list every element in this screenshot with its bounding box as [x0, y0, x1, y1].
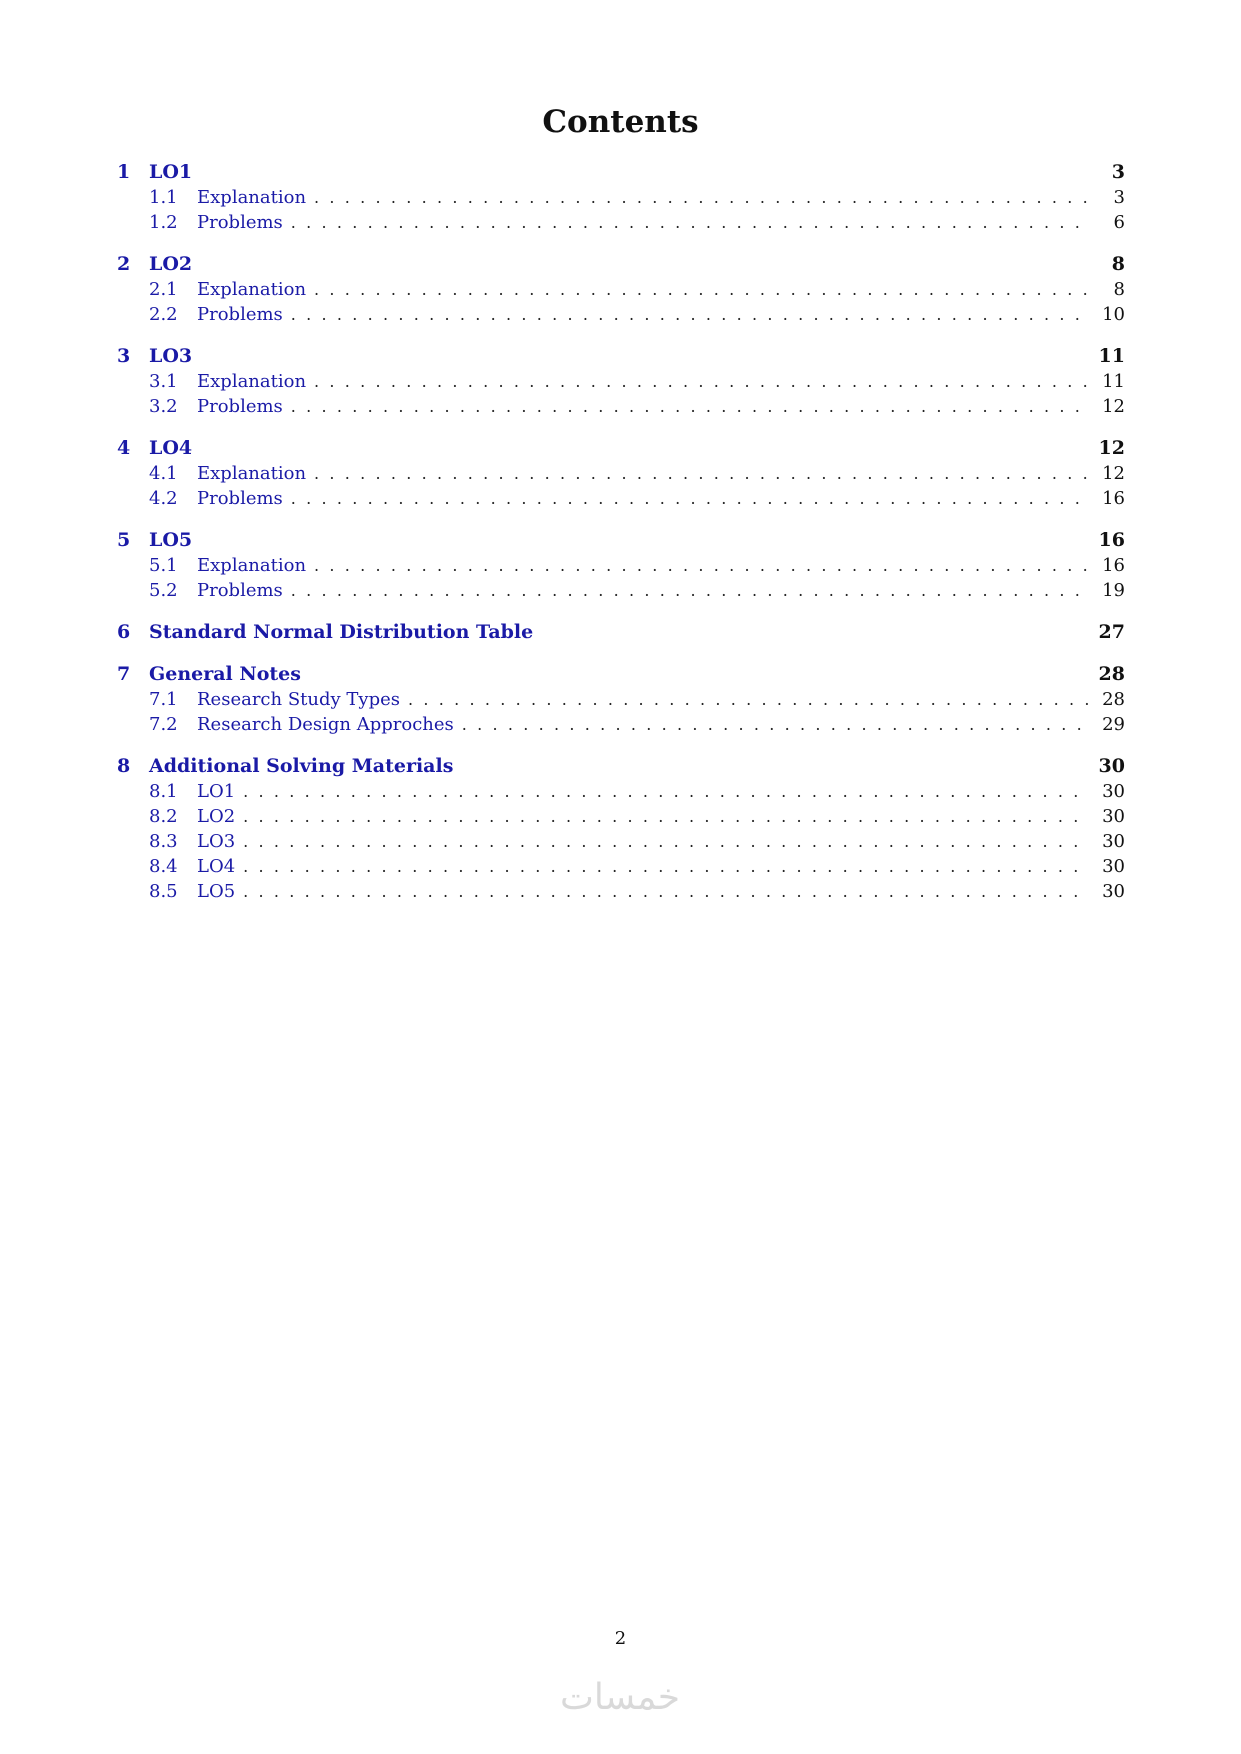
toc-section-number[interactable]: 2 — [117, 253, 131, 275]
toc-subsection-title-link[interactable]: LO2 — [197, 806, 236, 827]
toc-section-title-link[interactable]: Standard Normal Distribution Table — [149, 621, 534, 643]
toc-subsection-title-link[interactable]: Problems — [197, 488, 283, 509]
toc-subsection-title-link[interactable]: Explanation — [197, 187, 307, 208]
toc-subsection-entry[interactable] — [117, 879, 1125, 904]
toc-dot-leader — [243, 779, 1089, 804]
toc-section-number[interactable]: 1 — [117, 161, 131, 183]
toc-subsection-number[interactable]: 8.5 — [149, 881, 178, 902]
toc-subsection-page: 3 — [1113, 187, 1125, 208]
toc-subsection-title-link[interactable]: LO3 — [197, 831, 236, 852]
toc-subsection-title-link[interactable]: LO1 — [197, 781, 236, 802]
toc-subsection-number[interactable]: 7.1 — [149, 689, 178, 710]
toc-dot-leader — [314, 277, 1089, 302]
toc-section-title-link[interactable]: General Notes — [149, 663, 301, 685]
toc-section-title-link[interactable]: LO1 — [149, 161, 193, 183]
toc-subsection-title-link[interactable]: Problems — [197, 396, 283, 417]
toc-subsection-page: 30 — [1102, 831, 1125, 852]
toc-section-entry[interactable] — [117, 251, 1125, 277]
toc-subsection-number[interactable]: 1.2 — [149, 212, 178, 233]
toc-dot-leader — [291, 394, 1089, 419]
toc-dot-leader — [291, 578, 1089, 603]
toc-subsection-page: 28 — [1102, 689, 1125, 710]
toc-dot-leader — [291, 486, 1089, 511]
toc-section-entry[interactable] — [117, 435, 1125, 461]
toc-section-title-link[interactable]: LO3 — [149, 345, 193, 367]
toc-section-title-link[interactable]: LO5 — [149, 529, 193, 551]
toc-subsection-entry[interactable] — [117, 277, 1125, 302]
toc-subsection-number[interactable]: 2.1 — [149, 279, 178, 300]
toc-section-entry[interactable] — [117, 661, 1125, 687]
toc-subsection-title-link[interactable]: LO5 — [197, 881, 236, 902]
toc-dot-leader — [243, 879, 1089, 904]
toc-section — [117, 527, 1125, 603]
toc-section-entry[interactable] — [117, 527, 1125, 553]
toc-section-page: 3 — [1111, 161, 1125, 183]
toc-section — [117, 251, 1125, 327]
toc-section-number[interactable]: 7 — [117, 663, 131, 685]
toc-subsection-entry[interactable] — [117, 854, 1125, 879]
toc-subsection-entry[interactable] — [117, 486, 1125, 511]
toc-section-page: 8 — [1111, 253, 1125, 275]
toc-subsection-title-link[interactable]: Explanation — [197, 371, 307, 392]
toc-subsection-entry[interactable] — [117, 302, 1125, 327]
toc-subsection-page: 8 — [1113, 279, 1125, 300]
toc-section-entry[interactable] — [117, 619, 1125, 645]
page-number: 2 — [614, 1628, 627, 1649]
toc-section — [117, 159, 1125, 235]
toc-section — [117, 753, 1125, 904]
toc-subsection-number[interactable]: 8.4 — [149, 856, 178, 877]
toc-section-entry[interactable] — [117, 159, 1125, 185]
toc-subsection-entry[interactable] — [117, 779, 1125, 804]
toc-subsection-page: 30 — [1102, 881, 1125, 902]
page-title: Contents — [542, 104, 699, 140]
toc-subsection-entry[interactable] — [117, 210, 1125, 235]
toc-section-page: 11 — [1098, 345, 1125, 367]
toc-subsection-page: 11 — [1102, 371, 1125, 392]
table-of-contents — [117, 159, 1125, 920]
toc-section-number[interactable]: 5 — [117, 529, 131, 551]
toc-subsection-page: 16 — [1102, 488, 1125, 509]
toc-section-page: 27 — [1098, 621, 1125, 643]
toc-subsection-number[interactable]: 7.2 — [149, 714, 178, 735]
toc-subsection-entry[interactable] — [117, 369, 1125, 394]
toc-subsection-number[interactable]: 5.2 — [149, 580, 178, 601]
toc-dot-leader — [243, 854, 1089, 879]
toc-section-title-link[interactable]: LO4 — [149, 437, 193, 459]
toc-dot-leader — [291, 302, 1089, 327]
watermark-logo: خمسات — [559, 1677, 681, 1718]
toc-section-number[interactable]: 8 — [117, 755, 131, 777]
toc-section-entry[interactable] — [117, 753, 1125, 779]
toc-dot-leader — [314, 461, 1089, 486]
toc-subsection-page: 30 — [1102, 781, 1125, 802]
toc-subsection-entry[interactable] — [117, 687, 1125, 712]
toc-subsection-title-link[interactable]: Explanation — [197, 463, 307, 484]
toc-subsection-title-link[interactable]: Problems — [197, 212, 283, 233]
toc-subsection-number[interactable]: 1.1 — [149, 187, 178, 208]
toc-dot-leader — [243, 804, 1089, 829]
toc-section — [117, 343, 1125, 419]
toc-subsection-entry[interactable] — [117, 185, 1125, 210]
toc-section-number[interactable]: 6 — [117, 621, 131, 643]
toc-subsection-title-link[interactable]: Research Study Types — [197, 689, 400, 710]
toc-subsection-number[interactable]: 5.1 — [149, 555, 178, 576]
toc-subsection-title-link[interactable]: Problems — [197, 304, 283, 325]
toc-subsection-number[interactable]: 3.2 — [149, 396, 178, 417]
toc-section-entry[interactable] — [117, 343, 1125, 369]
toc-subsection-title-link[interactable]: LO4 — [197, 856, 236, 877]
toc-subsection-page: 16 — [1102, 555, 1125, 576]
toc-section-page: 30 — [1098, 755, 1125, 777]
toc-subsection-page: 6 — [1113, 212, 1125, 233]
toc-section — [117, 661, 1125, 737]
toc-section — [117, 435, 1125, 511]
toc-subsection-entry[interactable] — [117, 578, 1125, 603]
toc-subsection-title-link[interactable]: Research Design Approches — [197, 714, 454, 735]
toc-subsection-page: 12 — [1102, 396, 1125, 417]
toc-section-page: 16 — [1098, 529, 1125, 551]
toc-section-number[interactable]: 4 — [117, 437, 131, 459]
toc-subsection-entry[interactable] — [117, 829, 1125, 854]
toc-dot-leader — [314, 553, 1089, 578]
toc-subsection-number[interactable]: 2.2 — [149, 304, 178, 325]
toc-subsection-page: 19 — [1102, 580, 1125, 601]
toc-subsection-entry[interactable] — [117, 553, 1125, 578]
toc-subsection-number[interactable]: 4.2 — [149, 488, 178, 509]
toc-subsection-number[interactable]: 8.2 — [149, 806, 178, 827]
toc-section — [117, 619, 1125, 645]
toc-subsection-page: 10 — [1102, 304, 1125, 325]
toc-subsection-number[interactable]: 8.3 — [149, 831, 178, 852]
toc-subsection-entry[interactable] — [117, 461, 1125, 486]
toc-subsection-page: 30 — [1102, 856, 1125, 877]
toc-subsection-entry[interactable] — [117, 804, 1125, 829]
toc-subsection-title-link[interactable]: Explanation — [197, 555, 307, 576]
toc-subsection-number[interactable]: 4.1 — [149, 463, 178, 484]
toc-dot-leader — [291, 210, 1089, 235]
toc-dot-leader — [314, 369, 1089, 394]
toc-subsection-page: 12 — [1102, 463, 1125, 484]
toc-section-title-link[interactable]: LO2 — [149, 253, 193, 275]
toc-dot-leader — [243, 829, 1089, 854]
toc-dot-leader — [408, 687, 1089, 712]
toc-subsection-number[interactable]: 8.1 — [149, 781, 178, 802]
toc-section-number[interactable]: 3 — [117, 345, 131, 367]
toc-subsection-number[interactable]: 3.1 — [149, 371, 178, 392]
toc-subsection-page: 29 — [1102, 714, 1125, 735]
toc-dot-leader — [462, 712, 1089, 737]
toc-subsection-entry[interactable] — [117, 712, 1125, 737]
toc-dot-leader — [314, 185, 1089, 210]
toc-section-page: 28 — [1098, 663, 1125, 685]
toc-subsection-page: 30 — [1102, 806, 1125, 827]
toc-subsection-entry[interactable] — [117, 394, 1125, 419]
toc-subsection-title-link[interactable]: Explanation — [197, 279, 307, 300]
toc-section-title-link[interactable]: Additional Solving Materials — [149, 755, 454, 777]
toc-section-page: 12 — [1098, 437, 1125, 459]
toc-subsection-title-link[interactable]: Problems — [197, 580, 283, 601]
